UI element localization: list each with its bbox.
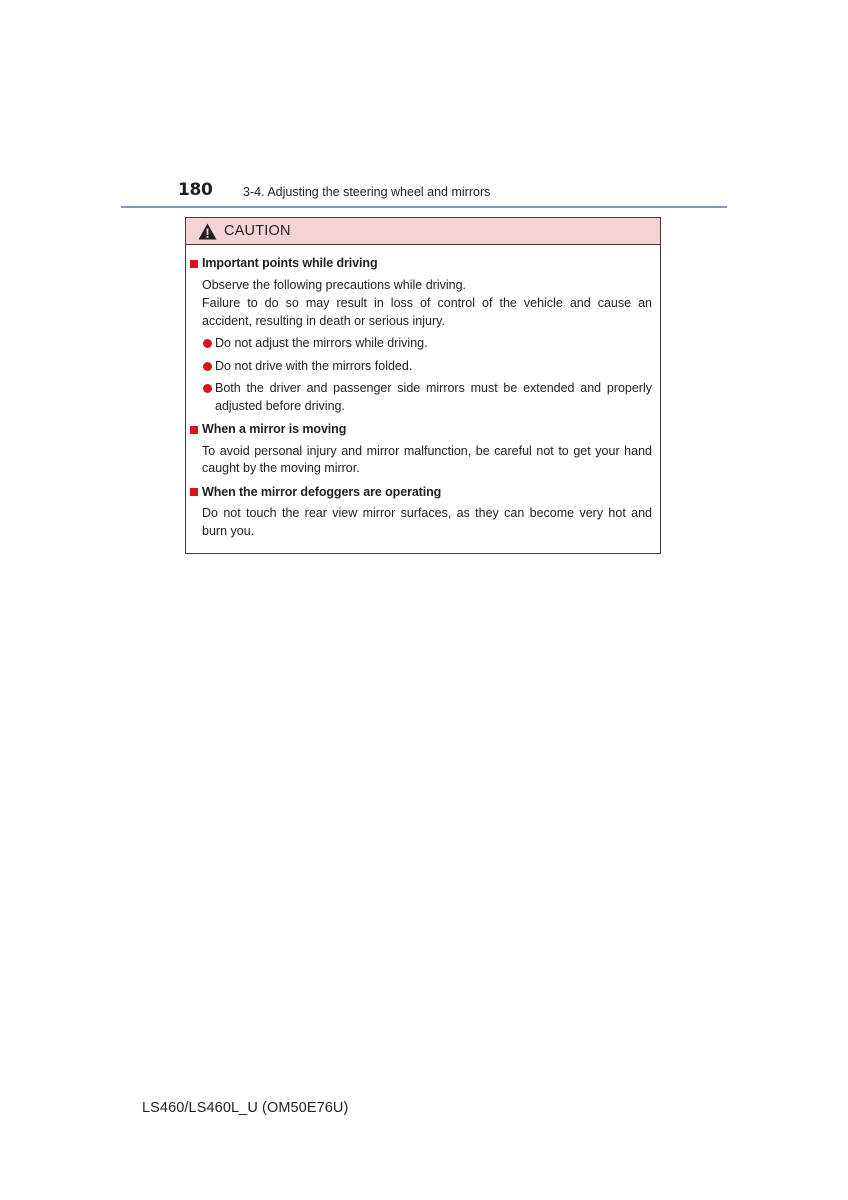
bullet-text: Both the driver and passenger side mirrors must be extended and properly adjusted before driving. (215, 381, 652, 413)
footer-model-code: LS460/LS460L_U (OM50E76U) (142, 1100, 349, 1116)
bullet-text: Do not adjust the mirrors while driving. (215, 336, 428, 350)
red-dot-icon (203, 339, 212, 348)
paragraph: Observe the following precautions while driving. (202, 277, 467, 292)
section-heading (190, 421, 652, 439)
section-heading (190, 255, 652, 273)
red-square-icon (190, 260, 198, 268)
red-dot-icon (203, 384, 212, 393)
red-dot-icon (203, 362, 212, 371)
paragraph: Do not touch the rear view mirror surfaces, as they can become very hot and burn you. (202, 506, 652, 538)
caution-body (186, 245, 660, 540)
caution-title: CAUTION (224, 223, 291, 239)
section-heading (190, 484, 652, 502)
bullet-item (190, 380, 652, 415)
section-heading-text: When the mirror defoggers are operating (202, 484, 442, 499)
red-square-icon (190, 488, 198, 496)
section-heading-text: Important points while driving (202, 256, 378, 270)
section-title: 3-4. Adjusting the steering wheel and mirrors (243, 185, 491, 199)
bullet-text: Do not drive with the mirrors folded. (215, 358, 413, 373)
section-heading-text: When a mirror is moving (202, 422, 347, 436)
red-square-icon (190, 426, 198, 434)
paragraph: To avoid personal injury and mirror malfunction, be careful not to get your hand caught by the moving mirror. (202, 443, 652, 475)
warning-triangle-icon (198, 223, 217, 240)
paragraph: Failure to do so may result in loss of control of the vehicle and cause an accident, resulting in death or serious injury. (202, 296, 652, 328)
header-divider (121, 206, 727, 208)
caution-box (185, 217, 661, 554)
bullet-item (190, 358, 652, 376)
page-number: 180 (178, 180, 213, 200)
caution-header (186, 218, 660, 245)
bullet-item (190, 335, 652, 353)
